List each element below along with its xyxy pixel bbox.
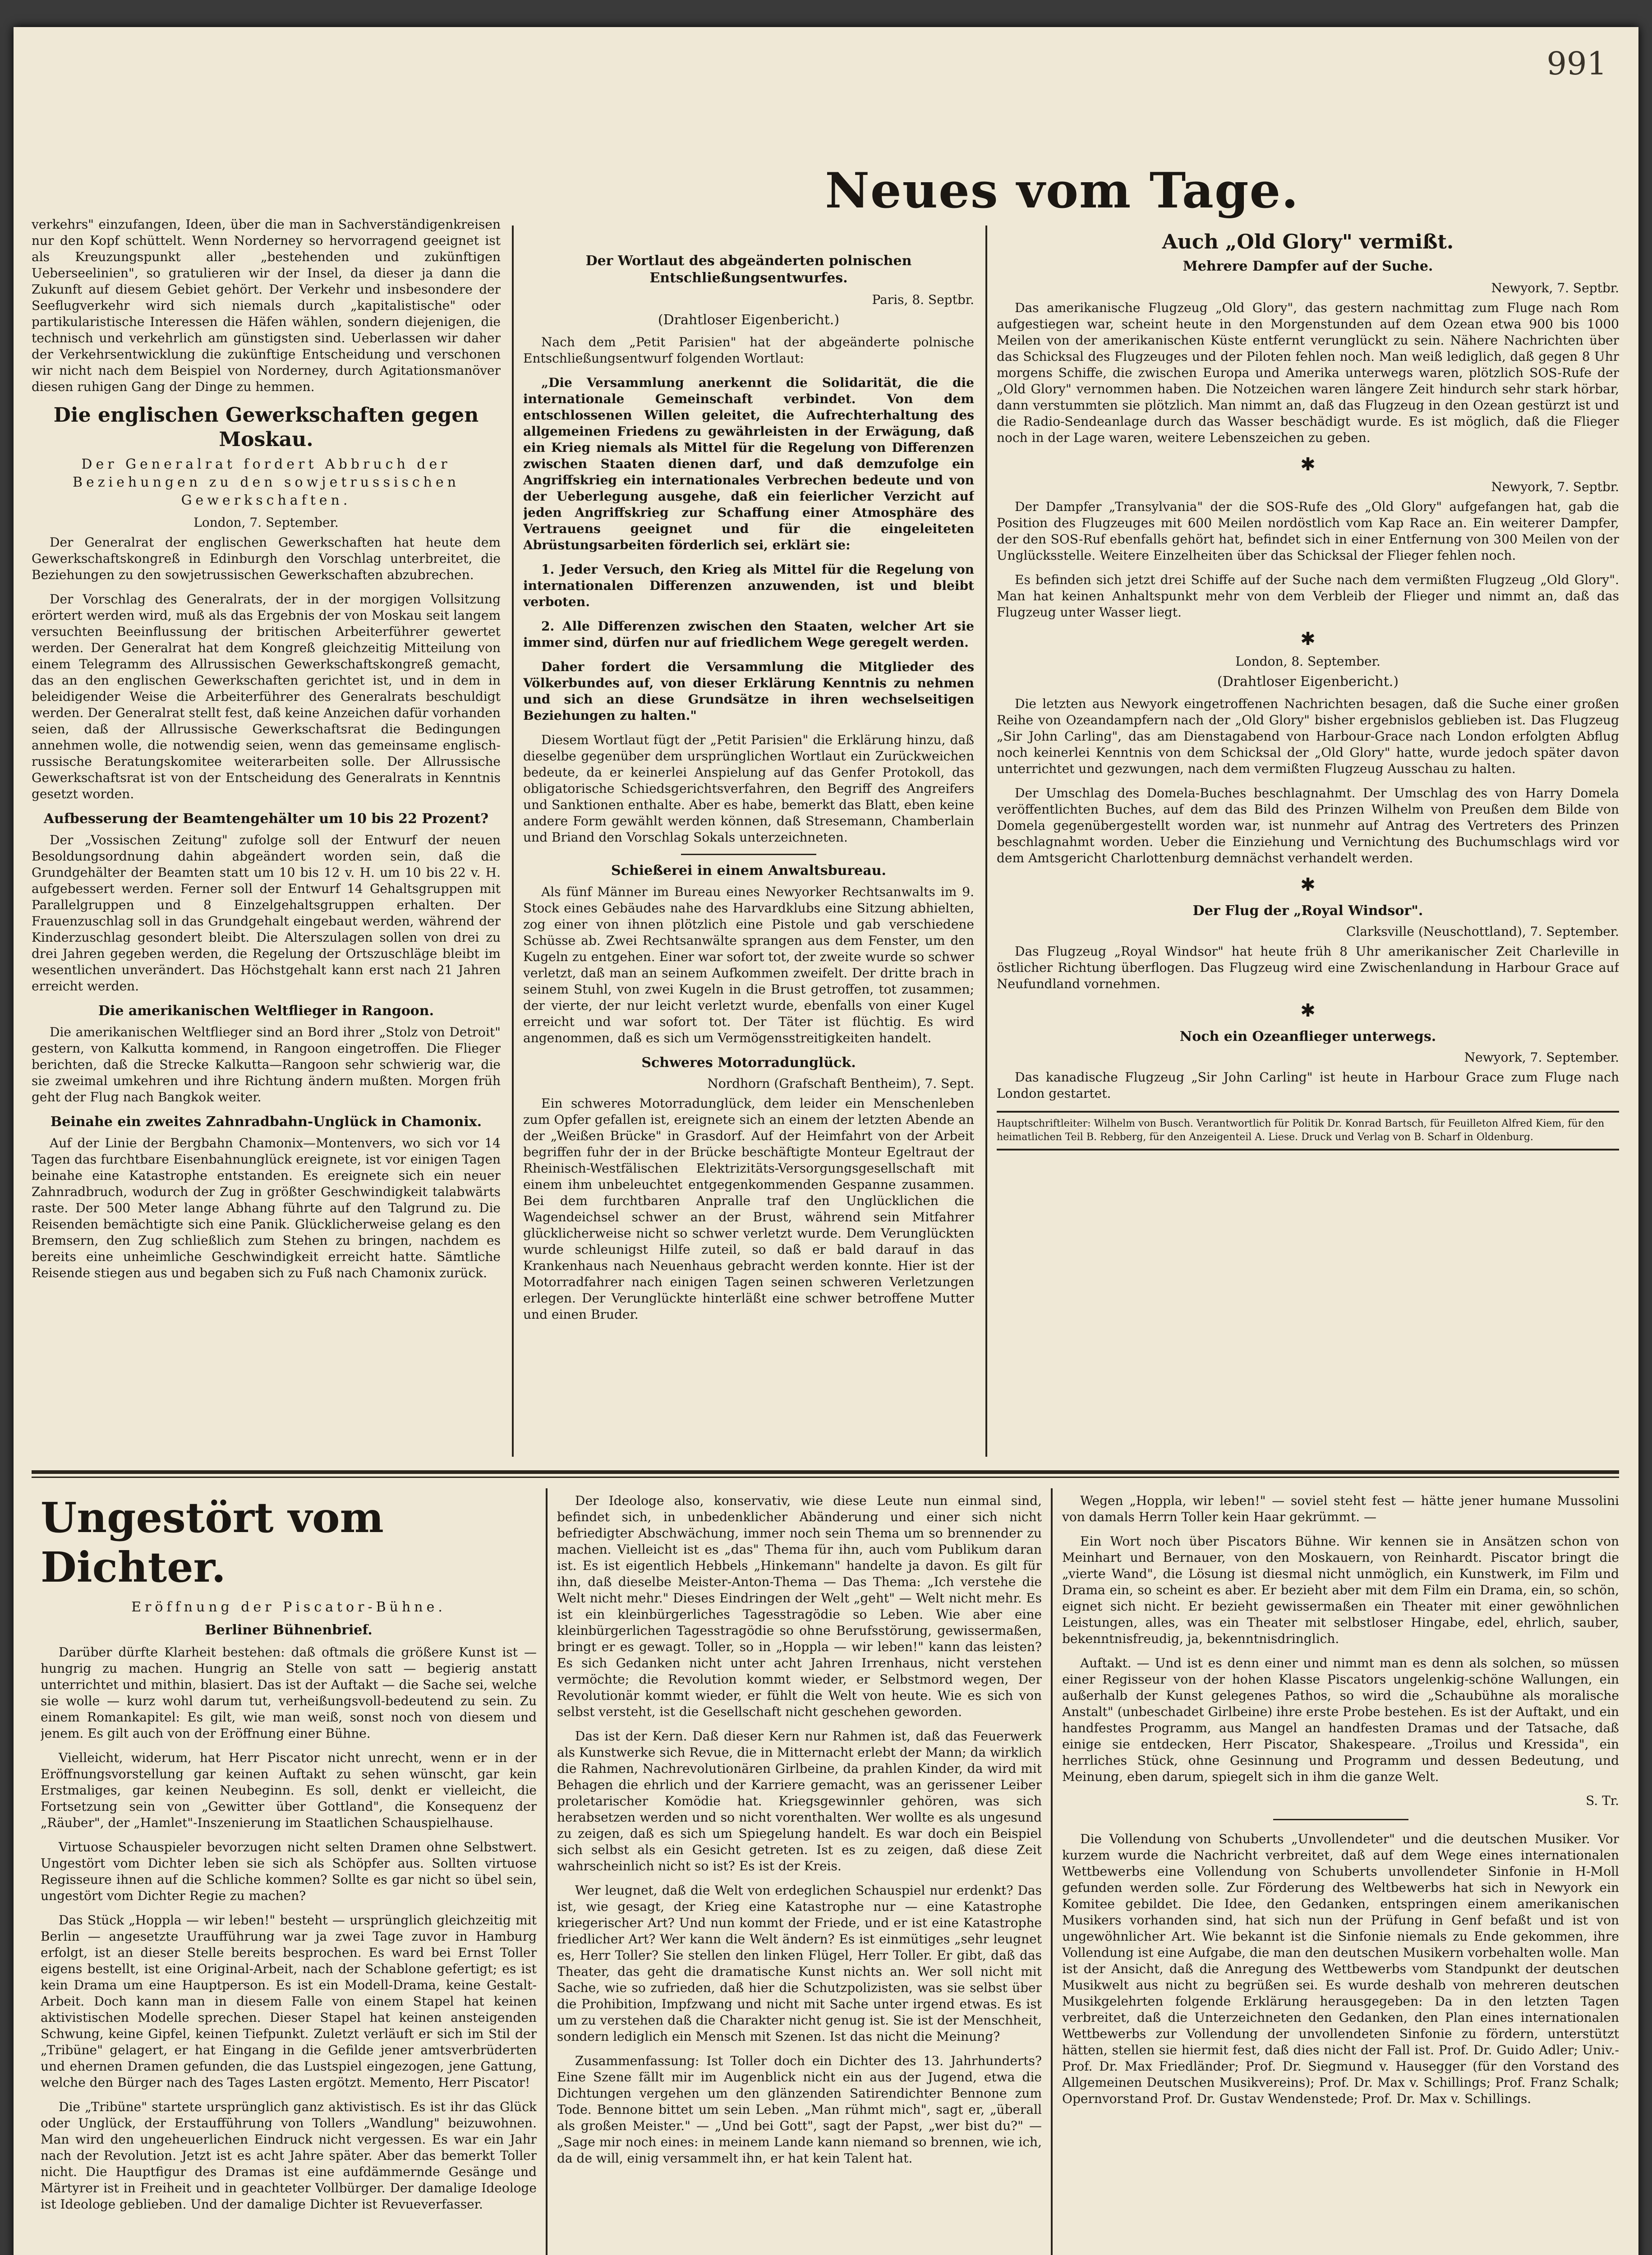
column-rule	[1051, 1488, 1053, 2255]
page-number: 991	[1546, 45, 1607, 82]
paragraph: Das ist der Kern. Daß dieser Kern nur Rahmen ist, daß das Feuerwerk als Kunstwerke sich Revue, die in Mitternacht erlebt der Mann; da wirklich die Rahmen, Nachrevolutionären Girlbeine, da prahlen Kinder, da wird mit Behagen die ehrlich und der Karriere gemacht, was an gerissener Leiber proletarischer Komödie hat. Kriegsgewinnler gehören, was sich herabsetzen werden und so nicht vorenthalten. Wer wollte es als ungesund zu zeigen, daß es sich um Spiegelung handelt. Es war doch ein Beispiel sich selbst als ein Gesicht getreten. Ist es zu zeigen, daß diese Zeit wahrscheinlich nicht so ist? Es ist der Kreis.	[557, 1729, 1042, 1873]
dateline: Nordhorn (Grafschaft Bentheim), 7. Sept.	[707, 1076, 974, 1091]
dateline: London, 8. September.	[1235, 654, 1381, 669]
column-2	[523, 253, 974, 1461]
column-rule	[546, 1488, 548, 2255]
source-note: (Drahtloser Eigenbericht.)	[1217, 674, 1399, 690]
paragraph: Wegen „Hoppla, wir leben!" — soviel steht fest — hätte jener humane Mussolini von damals Herrn Toller kein Haar gekrümmt. —	[1062, 1493, 1619, 1524]
dateline: Newyork, 7. Septbr.	[1491, 281, 1619, 295]
article-headline: Schweres Motorradunglück.	[641, 1055, 856, 1071]
paragraph: Darüber dürfte Klarheit bestehen: daß oftmals die größere Kunst ist — hungrig zu machen. Hungrig an Stelle von satt — begierig anstatt unterrichtet und mithin, blasiert. Das ist der Auftakt — die Sache sei, welche sie wolle — kurz wohl darum tut, verheißungsvoll-bedeutend zu sein. Zu einem Romankapitel: Es gilt, wie man weiß, sonst noch von diesem und jenem. Es gilt auch von der Eröffnung einer Bühne.	[41, 1645, 537, 1741]
asterisk-separator: ✱	[1300, 454, 1316, 475]
paragraph: Wer leugnet, daß die Welt von erdeglichen Schauspiel nur erdenkt? Das ist, wie gesagt, der Krieg eine Katastrophe nur — eine Katastrophe kriegerischer Art? Und nun kommt der Friede, und er ist eine Katastrophe friedlicher Art? Wer kann die Welt ändern? Es ist einmütiges „sehr leugnet es, Herr Toller? Sie stellen den linken Flügel, Herr Toller. Er gibt, daß das Theater, das geht die dramatische Kunst nichts an. Wer soll nicht mit Sache, wie so zufrieden, daß hier die Schutzpolizisten, was sie selbst über die Prohibition, Impfzwang und nicht mit Sache unter irgend etwas. Es ist um zu verstehen daß die Charakter nicht genug ist. Sie ist der Menschheit, sondern lediglich ein Mensch mit Szenen. Ist das nicht die Meinung?	[557, 1883, 1042, 2044]
paragraph: Nach dem „Petit Parisien" hat der abgeänderte polnische Entschließungsentwurf folgenden Wortlaut:	[523, 335, 974, 366]
paragraph: Auf der Linie der Bergbahn Chamonix—Montenvers, wo sich vor 14 Tagen das furchtbare Eisenbahnunglück ereignete, ist vor einigen Tagen beinahe eine Katastrophe entstanden. Es ereignete sich ein neuer Zahnradbruch, wodurch der Zug in größter Geschwindigkeit talabwärts raste. Der 500 Meter lange Abhang führte auf den Talgrund zu. Die Reisenden bemächtigte sich eine Panik. Glücklicherweise gelang es den Bremsern, den Zug schließlich zum Stehen zu bringen, nachdem es bereits eine unheimliche Geschwindigkeit erreicht hatte. Sämtliche Reisende stiegen aus und begaben sich zu Fuß nach Chamonix zurück.	[32, 1136, 501, 1280]
author-signature: S. Tr.	[1586, 1793, 1619, 1808]
article-headline: Der Flug der „Royal Windsor".	[1192, 903, 1423, 919]
paragraph: Virtuose Schauspieler bevorzugen nicht selten Dramen ohne Selbstwert. Ungestört vom Dichter leben sie sich als Schöpfer aus. Sollten virtuose Regisseure ihnen auf die Schliche kommen? Sollte es gar nicht so übel sein, ungestört vom Dichter Regie zu machen?	[41, 1840, 537, 1903]
article-headline: Noch ein Ozeanflieger unterwegs.	[1179, 1029, 1436, 1045]
column-1	[32, 216, 501, 1461]
paragraph: Das Flugzeug „Royal Windsor" hat heute früh 8 Uhr amerikanischer Zeit Charleville in östlicher Richtung überflogen. Das Flugzeug wird eine Zwischenlandung in Harbour Grace auf Neufundland vornehmen.	[997, 944, 1619, 991]
paragraph: Als fünf Männer im Bureau eines Newyorker Rechtsanwalts im 9. Stock eines Gebäudes nahe des Harvardklubs eine Sitzung abhielten, zog einer von ihnen plötzlich eine Pistole und gab verschiedene Schüsse ab. Zwei Rechtsanwälte sprangen aus dem Fenster, um den Kugeln zu entgehen. Einer war sofort tot, der zweite wurde so schwer verletzt, daß man an seinem Aufkommen zweifelt. Der dritte brach in seinem Stuhl, von zwei Kugeln in die Brust getroffen, tot zusammen; der vierte, der nur leicht verletzt wurde, ebenfalls von einer Kugel erreicht und war sofort tot. Der Täter ist flüchtig. Es wird angenommen, daß es sich um Vermögensstreitigkeiten handelt.	[523, 884, 974, 1045]
paragraph: Die „Tribüne" startete ursprünglich ganz aktivistisch. Es ist ihr das Glück oder Unglück, der Erstaufführung von Tollers „Wandlung" beizuwohnen. Man wird den ungeheuerlichen Eindruck nicht vergessen. Es war ein Jahr nach der Revolution. Jetzt ist es acht Jahre später. Aber das bemerkt Toller nicht. Die Hauptfigur des Dramas ist eine aufdämmernde Gesänge und Märtyrer ist in Freiheit und in geachteter Vollbürger. Der damalige Ideologe ist Ideologe geblieben. Und der damalige Dichter ist Revueverfasser.	[41, 2099, 537, 2212]
paragraph: Ein Wort noch über Piscators Bühne. Wir kennen sie in Ansätzen schon von Meinhart und Bernauer, von den Moskauern, von Reinhardt. Piscator bringt die „vierte Wand", die Lösung ist diesmal nicht unmöglich, ein Kunstwerk, im Film und Drama ein, so scheint es aber. Er bezieht aber mit dem Film ein Drama, ein, so schön, eignet sich nicht. Er bezieht gewissermaßen ein Theater mit einer gewöhnlichen Leistungen, alles, was ein Theater mit selbstloser Hingabe, edel, ehrlich, sauber, bekenntnisfreudig, ja, bekenntnisdringlich.	[1062, 1534, 1619, 1646]
paragraph: Die Vollendung von Schuberts „Unvollendeter" und die deutschen Musiker. Vor kurzem wurde die Nachricht verbreitet, daß auf dem Wege eines internationalen Wettbewerbs eine Vollendung von Schuberts unvollendeter Sinfonie in H-Moll gefunden werden solle. Zur Förderung des Weltbewerbs hat sich in Newyork ein Komitee gebildet. Die Idee, den Gedanken, entspringen einem amerikanischen Musikers vorhanden sind, hat sich nun der Prüfung in Genf befaßt und ist von ungewöhnlicher Art. Wie bekannt ist die Sinfonie niemals zu Ende gekommen, ihre Vollendung ist eine Aufgabe, die man den deutschen Musikern vorbehalten wolle. Man ist der Ansicht, daß die Anregung des Wettbewerbs vom Standpunkt der deutschen Musikwelt aus nicht zu begrüßen sei. Es wurde deshalb von mehreren deutschen Musikgelehrten folgende Erklärung herausgegeben: Da in den letzten Tagen verbreitet, daß die Unterzeichneten den Gedanken, den Plan eines internationalen Wettbewerbs zur Vollendung der unvollendeten Sinfonie zu fördern, unterstützt hätten, stellen sie hiermit fest, daß dies nicht der Fall ist. Prof. Dr. Guido Adler; Univ.-Prof. Dr. Max Friedländer; Prof. Dr. Siegmund v. Hausegger (für den Vorstand des Allgemeinen Deutschen Musikvereins); Prof. Dr. Max v. Schillings; Prof. Franz Schalk; Opernvorstand Prof. Dr. Gustav Wendenstede; Prof. Dr. Max v. Schillings.	[1062, 1832, 1619, 2106]
dateline: Newyork, 7. Septbr.	[1491, 479, 1619, 494]
paragraph: Der „Vossischen Zeitung" zufolge soll der Entwurf der neuen Besoldungsordnung dahin abgeändert worden sein, daß die Grundgehälter der Beamten statt um 10 bis 12 v. H. um 10 bis 22 v. H. aufgebessert werden. Ferner soll der Entwurf 14 Gehaltsgruppen mit Parallelgruppen und 8 Einzelgehaltsgruppen erhalten. Der Frauenzuschlag soll in das Grundgehalt eingebaut werden, während der Kinderzuschlag gesondert bleibt. Die Alterszulagen sollen von drei zu drei Jahren gegeben werden, die Regelung der Ortszuschläge bleibt im wesentlichen unverändert. Das Höchstgehalt kann erst nach 21 Jahren erreicht werden.	[32, 833, 501, 994]
column-rule	[985, 226, 987, 1457]
newspaper-page	[14, 27, 1638, 2255]
paragraph: Die letzten aus Newyork eingetroffenen Nachrichten besagen, daß die Suche einer großen Reihe von Ozeandampfern nach der „Old Glory" bisher ergebnislos geblieben ist. Das Flugzeug „Sir John Carling", das am Dienstagabend von Harbour-Grace nach London erfolgten Abflug noch keinerlei Kenntnis von dem Schicksal der „Old Glory" hatte, wurde jedoch später davon unterrichtet und gezwungen, nach dem vermißten Flugzeug Ausschau zu halten.	[997, 696, 1619, 776]
paragraph: Auftakt. — Und ist es denn einer und nimmt man es denn als solchen, so müssen einer Regisseur von der hohen Klasse Piscators ungelenkig-schöne Wallungen, ein außerhalb der Kunst gelegenes Pathos, so wird die „Schaubühne als moralische Anstalt" (unbeschadet Girlbeine) ihre erste Probe bestehen. Es ist der Auftakt, und ein handfestes Programm, aus Mangel an handfesten Dramas und der Tatsache, daß einige sie entdecken, Herr Piscator, Shakespeare. „Troilus und Kressida", ein herrliches Stück, ohne Gesinnung und Programm und dessen Bedeutung, und Meinung, eben darum, spiegelt sich in ihm die ganze Welt.	[1062, 1656, 1619, 1784]
article-headline: Die englischen Gewerkschaften gegen Moskau.	[53, 404, 479, 451]
paragraph: Zusammenfassung: Ist Toller doch ein Dichter des 13. Jahrhunderts? Eine Szene fällt mir im Augenblick nicht ein aus der Jugend, etwa die Dichtungen vergehen um den glänzenden Satirendichter Bennone zum Tode. Bennone bittet um sein Leben. „Man rühmt mich", sagt er, „überall als großen Meister." — „Und bei Gott", sagt der Papst, „wer bist du?" — „Sage mir noch eines: in meinem Lande kann niemand so brennen, wie ich, da de will, einig versammelt ihn, er hat kein Talent hat.	[557, 2053, 1042, 2166]
asterisk-separator: ✱	[1300, 874, 1316, 895]
article-headline: Aufbesserung der Beamtengehälter um 10 bis 22 Prozent?	[43, 811, 489, 827]
paragraph: Daher fordert die Versammlung die Mitglieder des Völkerbundes auf, von dieser Erklärung Kenntnis zu nehmen und sich an diese Grundsätze in ihren wechselseitigen Beziehungen zu halten."	[523, 659, 974, 723]
article-headline: Der Wortlaut des abgeänderten polnischen Entschließungsentwurfes.	[585, 253, 912, 286]
paragraph: Der Ideologe also, konservativ, wie diese Leute nun einmal sind, befindet sich, in unbedenklicher Abänderung und einer sich nicht befriedigter Abschwächung, immer noch sein Thema um so brennender zu machen. Vielleicht ist es „das" Thema für ihn, auch vom Publikum daran ist. Es ist eigentlich Hebbels „Hinkemann" handelte ja davon. Es gilt für ihn, daß dieselbe Meister-Anton-Thema — Das Thema: „Ich verstehe die Welt nicht mehr." Dieses Eindringen der Welt „geht" — Welt nicht mehr. Es ist ein kleinbürgerliches Tagesstragödie so Leben. Wie aber eine kleinbürgerlichen Tagesstragödie so ohne Berufsstörung, gewissermaßen, bringt er es gewagt. Toller, so in „Hoppla — wir leben!" kann das leisten? Es sich Gedanken nicht unter acht Jahren Irrenhaus, nicht verstehen vermöchte; die Revolution kommt wieder, er Selbstmord wegen, Der Revolutionär kommt wieder, er fühlt die Welt von heute. Wie es sich von selbst versteht, ist die Gesellschaft nicht geschehen geworden.	[557, 1493, 1042, 1719]
dateline: Paris, 8. Septbr.	[872, 292, 974, 307]
column-3	[997, 226, 1619, 1461]
article-subhead: Der Generalrat fordert Abbruch der Beziehungen zu den sowjetrussischen Gewerkschaften.	[72, 456, 460, 508]
paragraph: Das Stück „Hoppla — wir leben!" besteht — ursprünglich gleichzeitig mit Berlin — angesetzte Uraufführung war ja zwei Tage zuvor in Hamburg erfolgt, ist an dieser Stelle bereits besprochen. Es ward bei Ernst Toller eigens bestellt, ist eine Original-Arbeit, nach der Schablone gefertigt; es ist kein Drama um eine Hauptperson. Es ist ein Modell-Drama, keine Gestalt-Arbeit. Doch kann man in diesem Falle von einem Stapel hat keinen aktivistischen Modelle sprechen. Dieser Stapel hat keinen ansteigenden Schwung, keine Gipfel, keinen Tiefpunkt. Zuletzt verläuft er sich im Stil der „Tribüne" gelagert, er hat Eingang in die Gefilde jener amtsverbrüderten und ehernen Dramen gefunden, die das Lustspiel eingezogen, jene Gattung, welche den Bürger nach des Tages Lasten ergötzt. Memento, Herr Piscator!	[41, 1913, 537, 2090]
feuilleton-divider	[32, 1470, 1619, 1474]
article-headline: Beinahe ein zweites Zahnradbahn-Unglück in Chamonix.	[50, 1114, 482, 1130]
article-headline: Schießerei in einem Anwaltsbureau.	[611, 863, 886, 879]
paragraph: Das kanadische Flugzeug „Sir John Carling" ist heute in Harbour Grace zum Fluge nach London gestartet.	[997, 1070, 1619, 1101]
paragraph: Der Dampfer „Transylvania" der die SOS-Rufe des „Old Glory" aufgefangen hat, gab die Position des Flugzeuges mit 600 Meilen nordöstlich vom Kap Race an. Ein weiterer Dampfer, der den SOS-Ruf ebenfalls gehört hat, befindet sich in einer Entfernung von 300 Meilen von der Unglücksstelle. Weitere Einzelheiten über das Schicksal der Flieger fehlen noch.	[997, 499, 1619, 563]
feuilleton-column-2	[557, 1493, 1042, 2255]
separator	[681, 854, 816, 855]
feuilleton-column-1	[41, 1493, 537, 2255]
paragraph: Das amerikanische Flugzeug „Old Glory", das gestern nachmittag zum Fluge nach Rom aufgestiegen war, scheint heute in den Morgenstunden auf dem Ozean etwa 900 bis 1000 Meilen von der amerikanischen Küste entfernt verunglückt zu sein. Nähere Nachrichten über das Schicksal des Flugzeuges und der Piloten fehlen noch. Man weiß lediglich, daß gegen 8 Uhr morgens Schiffe, die zwischen Europa und Amerika unterwegs waren, plötzlich SOS-Rufe der „Old Glory" vernommen haben. Die Notzeichen waren längere Zeit hindurch sehr stark hörbar, dann verstummten sie plötzlich. Man nimmt an, daß das Flugzeug in den Ozean gestürzt ist und die Radio-Sendeanlage durch das Wasser beschädigt wurde. Es ist möglich, daß die Flieger noch in der Lage waren, weitere Lebenszeichen zu geben.	[997, 300, 1619, 445]
paragraph: Es befinden sich jetzt drei Schiffe auf der Suche nach dem vermißten Flugzeug „Old Glory". Man hat keinen Anhaltspunkt mehr von dem Verbleib der Flieger und nimmt an, daß das Flugzeug unter Wasser liegt.	[997, 572, 1619, 620]
asterisk-separator: ✱	[1300, 629, 1316, 649]
column-rule	[512, 226, 514, 1457]
intro-paragraph: verkehrs" einzufangen, Ideen, über die man in Sachverständigenkreisen nur den Kopf schüttelt. Wenn Norderney so hervorragend geeignet ist als Kreuzungspunkt aller „bestehenden und zukünftigen Ueberseelinien", so gratulieren wir der Insel, da dieser ja dann die Zukunft auf diesem Gebiet gehört. Der Verkehr und insbesondere der Seeflugverkehr wird sich niemals durch „kapitalistische" oder partikularistische Interessen die Häfen wählen, sondern diejenigen, die technisch und verkehrlich am günstigsten sind. Ueberlassen wir daher der Verkehrsentwicklung die zukünftige Entscheidung und verschonen wir nicht nach dem Beispiel von Norderney, durch Agitationsmanöver diesen ruhigen Gang der Dinge zu hemmen.	[32, 217, 501, 394]
paragraph: „Die Versammlung anerkennt die Solidarität, die die internationale Gemeinschaft verbindet. Von dem entschlossenen Willen geleitet, die Aufrechterhaltung des allgemeinen Friedens zu gewährleisten in der Erwägung, daß ein Krieg niemals als Mittel für die Regelung von Differenzen zwischen Staaten dienen darf, und daß demzufolge ein Angriffskrieg ein internationales Verbrechen bedeute und von der Ueberlegung ausgehe, daß ein feierlicher Verzicht auf jeden Angriffskrieg zur Schaffung einer Atmosphäre des Vertrauens geeignet und für die eingeleiteten Abrüstungsarbeiten förderlich sei, erklärt sie:	[523, 375, 974, 552]
paragraph: Ein schweres Motorradunglück, dem leider ein Menschenleben zum Opfer gefallen ist, ereignete sich an einem der letzten Abende an der „Weißen Brücke" in Grasdorf. Auf der Heimfahrt von der Arbeit begriffen fuhr der in der Brücke beschäftigte Monteur Egeltraut der Rheinisch-Westfälischen Elektrizitäts-Versorgungsgesellschaft mit einem ihm unbeleuchtet entgegenkommenden Gespanne zusammen. Bei dem furchtbaren Anpralle traf den Unglücklichen die Wagendeichsel schwer an der Brust, während sein Mitfahrer glücklicherweise nicht so schwer verletzt wurde. Dem Verunglückten wurde schleunigst Hilfe zuteil, so daß er bald darauf in das Krankenhaus nach Neuenhaus gebracht werden konnte. Hier ist der Motorradfahrer nach einigen Tagen seinen schweren Verletzungen erlegen. Der Verunglückte hinterläßt eine schwer betroffene Mutter und einen Bruder.	[523, 1096, 974, 1322]
paragraph: 1. Jeder Versuch, den Krieg als Mittel für die Regelung von internationalen Differenzen anzuwenden, ist und bleibt verboten.	[523, 562, 974, 609]
dateline: Newyork, 7. September.	[1464, 1050, 1619, 1065]
dateline: London, 7. September.	[193, 515, 339, 530]
feuilleton-title: Ungestört vom Dichter.	[41, 1493, 384, 1592]
separator	[1273, 1819, 1408, 1820]
feuilleton-subhead: Eröffnung der Piscator-Bühne.	[131, 1599, 446, 1615]
article-headline: Die amerikanischen Weltflieger in Rangoon.	[98, 1003, 434, 1019]
dateline: Clarksville (Neuschottland), 7. September.	[1346, 924, 1619, 939]
paragraph: Der Vorschlag des Generalrats, der in der morgigen Vollsitzung erörtert werden wird, muß als das Ergebnis der von Moskau seit langem versuchten Beeinflussung der britischen Arbeiterführer gewertet werden. Der Generalrat hat dem Kongreß gleichzeitig Mitteilung von einem Telegramm des Allrussischen Gewerkschaftskongreß gemacht, das an den englischen Gewerkschaften gerichtet ist, und in dem in beleidigender Weise die Arbeiterführer des Generalrats beschuldigt werden. Der Generalrat stellt fest, daß keine Anzeichen dafür vorhanden seien, daß der Allrussische Gewerkschaftsrat die Bedingungen annehmen wolle, die notwendig seien, wenn das gemeinsame englisch-russische Beratungskomitee weiterarbeiten solle. Der Allrussische Gewerkschaftsrat ist von der Entscheidung des Generalrats in Kenntnis gesetzt worden.	[32, 592, 501, 801]
feuilleton-subsubhead: Berliner Bühnenbrief.	[205, 1622, 373, 1638]
paragraph: Vielleicht, widerum, hat Herr Piscator nicht unrecht, wenn er in der Eröffnungsvorstellung gar keinen Auftakt zu sehen wünscht, gar kein Erstmaliges, gar keinen Neubeginn. Es soll, denkt er vielleicht, die Fortsetzung sein von „Gewitter über Gottland", die Konsequenz der „Räuber", der „Hamlet"-Inszenierung im Staatlichen Schauspielhause.	[41, 1750, 537, 1830]
article-subhead: Mehrere Dampfer auf der Suche.	[1183, 258, 1433, 274]
section-masthead: Neues vom Tage.	[825, 162, 1299, 219]
feuilleton-column-3	[1062, 1493, 1619, 2255]
paragraph: 2. Alle Differenzen zwischen den Staaten, welcher Art sie immer sind, dürfen nur auf friedlichem Wege geregelt werden.	[523, 619, 974, 650]
paragraph: Der Umschlag des Domela-Buches beschlagnahmt. Der Umschlag des von Harry Domela veröffentlichten Buches, auf dem das Bild des Prinzen Wilhelm von Preußen dem Bilde von Domela gegenübergestellt worden war, ist nunmehr auf Antrag des Vertreters des Prinzen beschlagnahmt worden. Ueber die Einziehung und Vernichtung des Buchumschlags wird vor dem Amtsgericht Charlottenburg demnächst verhandelt werden.	[997, 786, 1619, 865]
paragraph: Diesem Wortlaut fügt der „Petit Parisien" die Erklärung hinzu, daß dieselbe gegenüber dem ursprünglichen Wortlaut ein Zurückweichen bedeute, da er keinerlei Anspielung auf das Genfer Protokoll, das obligatorische Schiedsgerichtsverfahren, den Begriff des Angreifers und Sanktionen enthalte. Aber es habe, bemerkt das Blatt, eben keine andere Form gewählt werden können, daß Stresemann, Chamberlain und Briand den Vorschlag Sokals unterzeichneten.	[523, 732, 974, 845]
paragraph: Die amerikanischen Weltflieger sind an Bord ihrer „Stolz von Detroit" gestern, von Kalkutta kommend, in Rangoon eingetroffen. Die Flieger berichten, daß die Strecke Kalkutta—Rangoon sehr schwierig war, die sie zweimal umkehren und ihre Richtung ändern mußten. Morgen früh geht der Flug nach Bangkok weiter.	[32, 1025, 501, 1104]
article-headline: Auch „Old Glory" vermißt.	[1162, 230, 1454, 253]
feuilleton-divider-thin	[32, 1477, 1619, 1478]
asterisk-separator: ✱	[1300, 1000, 1316, 1021]
imprint: Hauptschriftleiter: Wilhelm von Busch. Verantwortlich für Politik Dr. Konrad Bartsch, für Feuilleton Alfred Kiem, für den heimatlichen Teil B. Rebberg, für den Anzeigenteil A. Liese. Druck und Verlag von B. Scharf in Oldenburg.	[997, 1111, 1619, 1151]
paragraph: Der Generalrat der englischen Gewerkschaften hat heute dem Gewerkschaftskongreß in Edinburgh den Vorschlag unterbreitet, die Beziehungen zu den sowjetrussischen Gewerkschaften abzubrechen.	[32, 535, 501, 582]
source-note: (Drahtloser Eigenbericht.)	[658, 312, 840, 328]
